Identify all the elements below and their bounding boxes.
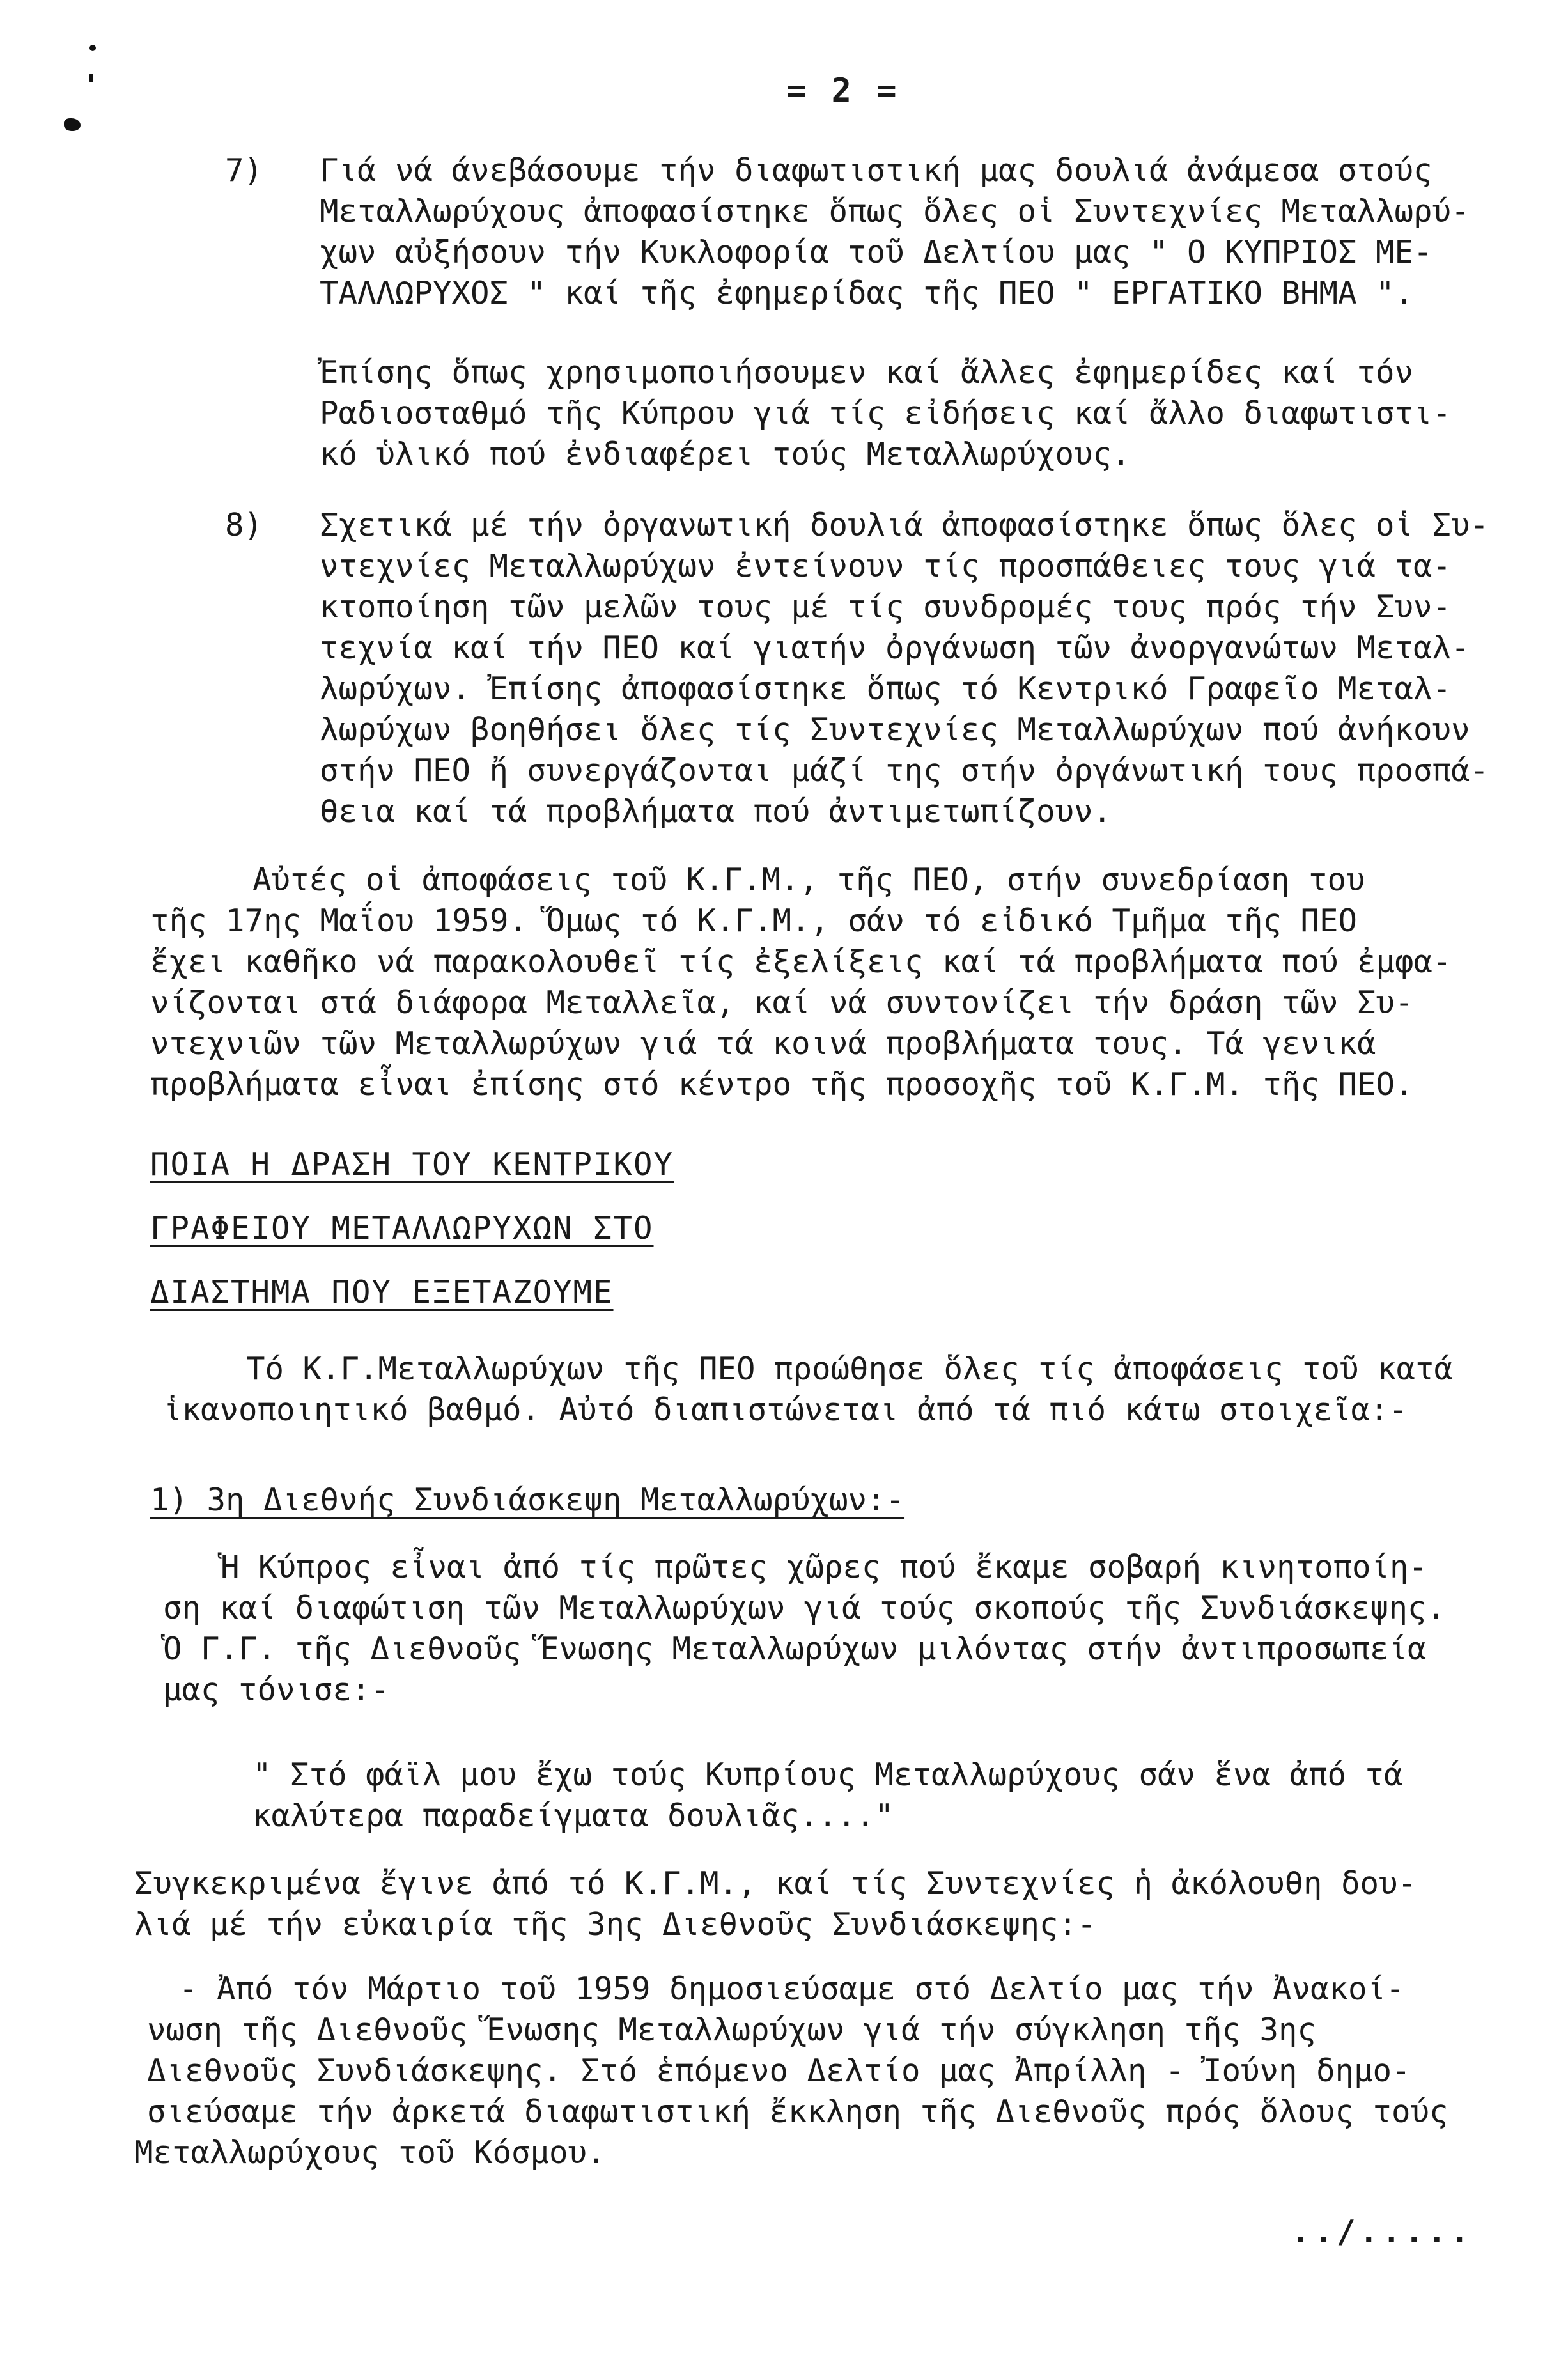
text-line: ἔχει καθῆκο νά παρακολουθεῖ τίς ἐξελίξεις καί τά προβλήματα πού ἐμφα-: [150, 943, 1452, 980]
text-line: ντεχνιῶν τῶν Μεταλλωρύχων γιά τά κοινά προβλήματα τους. Τά γενικά: [150, 1025, 1376, 1062]
dash-paragraph: [134, 1969, 1528, 2173]
text-line: καλύτερα παραδείγματα δουλιᾶς....": [252, 1797, 894, 1834]
continuation-mark: ../.....: [1291, 2214, 1473, 2250]
text-line: προβλήματα εἶναι ἐπίσης στό κέντρο τῆς προσοχῆς τοῦ Κ.Γ.Μ. τῆς ΠΕΟ.: [150, 1066, 1414, 1103]
text-line: Συγκεκριμένα ἔγινε ἀπό τό Κ.Γ.Μ., καί τίς Συντεχνίες ἡ ἀκόλουθη δου-: [134, 1865, 1417, 1902]
page-number: = 2 =: [786, 72, 899, 110]
text-line: Διεθνοῦς Συνδιάσκεψης. Στό ἑπόμενο Δελτίο μας Ἀπρίλλη - Ἰούνη δημο-: [147, 2053, 1411, 2089]
decisions-paragraph: [150, 860, 1525, 1105]
list-item-8: [225, 505, 1515, 832]
text-line: χων αὐξήσουν τήν Κυκλοφορία τοῦ Δελτίου μας " Ο ΚΥΠΡΙΟΣ ΜΕ-: [320, 234, 1432, 270]
text-line: μας τόνισε:-: [163, 1672, 390, 1708]
quote-block: [252, 1755, 1467, 1836]
text-line: θεια καί τά προβλήματα πού ἀντιμετωπίζουν.: [320, 793, 1112, 830]
scan-speck: [89, 45, 96, 51]
text-line: Ἐπίσης ὅπως χρησιμοποιήσουμεν καί ἄλλες ἐφημερίδες καί τόν: [320, 354, 1414, 391]
text-line: Μεταλλωρύχους τοῦ Κόσμου.: [134, 2134, 606, 2171]
text-line: κό ὑλικό πού ἐνδιαφέρει τούς Μεταλλωρύχους.: [320, 436, 1131, 472]
paragraph: [320, 150, 1515, 314]
scan-speck: [64, 118, 81, 131]
text-line: Ἡ Κύπρος εἶναι ἀπό τίς πρῶτες χῶρες πού ἔκαμε σοβαρή κινητοποίη-: [221, 1549, 1428, 1585]
text-line: Γιά νά άνεβάσουμε τήν διαφωτιστική μας δουλιά ἀνάμεσα στούς: [320, 152, 1432, 189]
text-line: σιεύσαμε τήν ἀρκετά διαφωτιστική ἔκκληση τῆς Διεθνοῦς πρός ὅλους τούς: [147, 2093, 1448, 2130]
item-body: [320, 150, 1515, 475]
scan-speck: [89, 74, 93, 82]
text-line: Τό Κ.Γ.Μεταλλωρύχων τῆς ΠΕΟ προώθησε ὅλες τίς ἀποφάσεις τοῦ κατά: [246, 1351, 1454, 1387]
text-line: ἱκανοποιητικό βαθμό. Αὐτό διαπιστώνεται ἀπό τά πιό κάτω στοιχεῖα:-: [163, 1392, 1408, 1428]
text-line: Ὁ Γ.Γ. τῆς Διεθνοῦς Ἕνωσης Μεταλλωρύχων μιλόντας στήν ἀντιπροσωπεία: [163, 1631, 1427, 1667]
text-line: λωρύχων. Ἐπίσης ἀποφασίστηκε ὅπως τό Κεντρικό Γραφεῖο Μεταλ-: [320, 671, 1452, 707]
paragraph: [320, 352, 1515, 475]
section-1-paragraph: [150, 1547, 1525, 1711]
text-line: ντεχνίες Μεταλλωρύχων ἐντείνουν τίς προσπάθειες τους γιά τα-: [320, 548, 1452, 584]
text-line: Ραδιοσταθμό τῆς Κύπρου γιά τίς εἰδήσεις καί ἄλλο διαφωτιστι-: [320, 395, 1452, 431]
text-line: ΤΑΛΛΩΡΥΧΟΣ " καί τῆς ἐφημερίδας τῆς ΠΕΟ " ΕΡΓΑΤΙΚΟ ΒΗΜΑ ".: [320, 275, 1414, 311]
text-line: Αὐτές οἱ ἀποφάσεις τοῦ Κ.Γ.Μ., τῆς ΠΕΟ, στήν συνεδρίαση του: [252, 862, 1365, 898]
text-line: " Στό φάϊλ μου ἔχω τούς Κυπρίους Μεταλλωρύχους σάν ἕνα ἀπό τά: [252, 1757, 1403, 1793]
section-heading-line: ΠΟΙΑ Η ΔΡΑΣΗ ΤΟΥ ΚΕΝΤΡΙΚΟΥ: [150, 1146, 674, 1183]
text-line: ση καί διαφώτιση τῶν Μεταλλωρύχων γιά τούς σκοπούς τῆς Συνδιάσκεψης.: [163, 1590, 1446, 1626]
text-line: λιά μέ τήν εὐκαιρία τῆς 3ης Διεθνοῦς Συνδιάσκεψης:-: [134, 1906, 1096, 1943]
item-number: 7): [225, 152, 263, 189]
text-line: τῆς 17ης Μαΐου 1959. Ὅμως τό Κ.Γ.Μ., σάν τό εἰδικό Τμῆμα τῆς ΠΕΟ: [150, 903, 1358, 939]
list-item-7: [225, 150, 1515, 475]
section-heading-line: ΔΙΑΣΤΗΜΑ ΠΟΥ ΕΞΕΤΑΖΟΥΜΕ: [150, 1274, 614, 1310]
text-line: Σχετικά μέ τήν ὀργανωτική δουλιά ἀποφασίστηκε ὅπως ὅλες οἱ Συ-: [320, 507, 1489, 543]
concretely-paragraph: [134, 1863, 1528, 1945]
section-heading-line: ΓΡΑΦΕΙΟΥ ΜΕΤΑΛΛΩΡΥΧΩΝ ΣΤΟ: [150, 1210, 654, 1246]
item-body: [320, 505, 1515, 832]
text-line: τεχνία καί τήν ΠΕΟ καί γιατήν ὀργάνωση τῶν ἀνοργανώτων Μεταλ-: [320, 630, 1470, 666]
text-line: στήν ΠΕΟ ἤ συνεργάζονται μάζί της στήν ὀργάνωτική τους προσπά-: [320, 752, 1489, 789]
text-line: νωση τῆς Διεθνοῦς Ἕνωσης Μεταλλωρύχων γιά τήν σύγκληση τῆς 3ης: [147, 2012, 1317, 2048]
section-1-title: 1) 3η Διεθνής Συνδιάσκεψη Μεταλλωρύχων:-: [150, 1482, 905, 1518]
text-line: Μεταλλωρύχους ἀποφασίστηκε ὅπως ὅλες οἱ Συντεχνίες Μεταλλωρύ-: [320, 193, 1470, 229]
text-line: νίζονται στά διάφορα Μεταλλεῖα, καί νά συντονίζει τήν δράση τῶν Συ-: [150, 984, 1414, 1021]
intro-paragraph: [150, 1349, 1525, 1431]
paragraph: [320, 505, 1515, 832]
item-number: 8): [225, 507, 263, 543]
text-line: λωρύχων βοηθήσει ὅλες τίς Συντεχνίες Μεταλλωρύχων πού ἀνήκουν: [320, 711, 1470, 748]
text-line: κτοποίηση τῶν μελῶν τους μέ τίς συνδρομές τους πρός τήν Συν-: [320, 589, 1452, 625]
text-line: - Ἀπό τόν Μάρτιο τοῦ 1959 δημοσιεύσαμε στό Δελτίο μας τήν Ἀνακοί-: [179, 1971, 1405, 2007]
